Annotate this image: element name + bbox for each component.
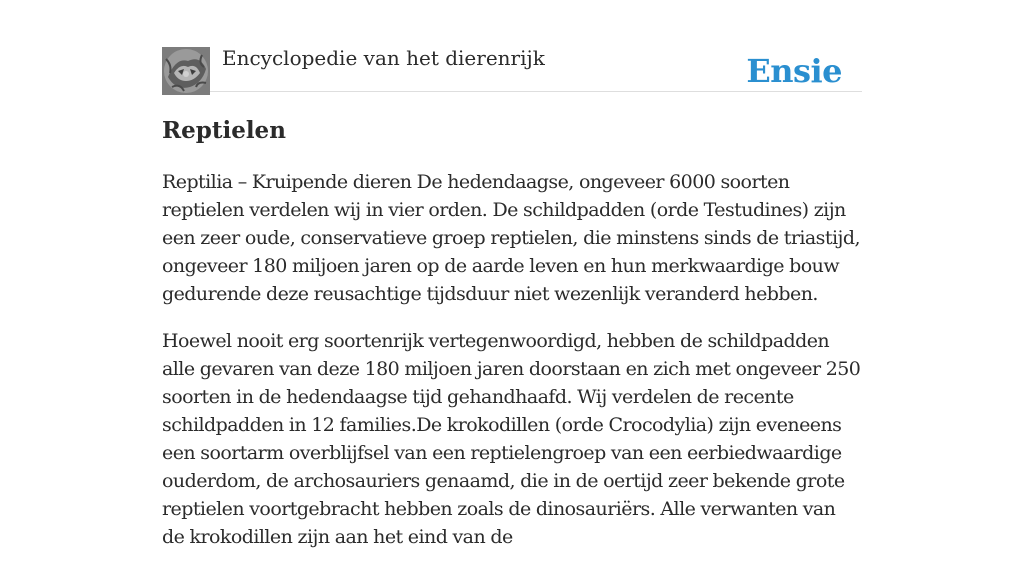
article-paragraph: Reptilia – Kruipende dieren De hedendaagse, ongeveer 6000 soorten reptielen verdelen wij in vier orden. De schildpadden (orde Testudines) zijn een zeer oude, conservatieve groep reptielen, die minstens sinds de triastijd, ongeveer 180 miljoen jaren op de aarde leven en hun merkwaardige bouw gedurende deze reusachtige tijdsduur niet wezenlijk veranderd hebben. [162, 171, 860, 305]
encyclopedia-title[interactable]: Encyclopedie van het dierenrijk [222, 46, 545, 70]
encyclopedia-avatar[interactable] [162, 47, 210, 95]
ensie-logo[interactable]: Ensie [746, 52, 842, 90]
header [162, 46, 862, 92]
page [162, 0, 862, 548]
article-body [162, 168, 862, 570]
animal-illustration-icon [162, 47, 210, 95]
article-title: Reptielen [162, 117, 286, 144]
article-paragraph: Hoewel nooit erg soortenrijk vertegenwoordigd, hebben de schildpadden alle gevaren van deze 180 miljoen jaren doorstaan en zich met ongeveer 250 soorten in de hedendaagse tijd gehandhaafd. Wij verdelen de recente schildpadden in 12 families.De krokodillen (orde Crocodylia) zijn eveneens een soortarm overblijfsel van een reptielengroep van een eerbiedwaardige ouderdom, de archosauriers genaamd, die in de oertijd zeer bekende grote reptielen voortgebracht hebben zoals de dinosauriërs. Alle verwanten van de krokodillen zijn aan het eind van de [162, 330, 861, 548]
